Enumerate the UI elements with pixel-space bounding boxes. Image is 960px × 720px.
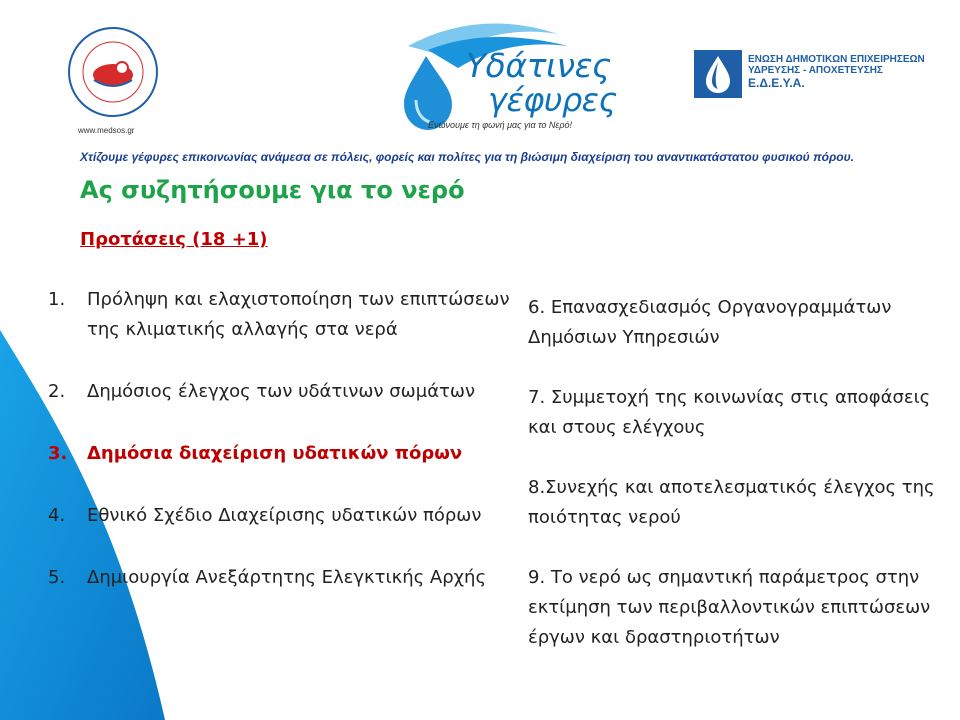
- item-text: Πρόληψη και ελαχιστοποίηση των επιπτώσεων της κλιματικής αλλαγής στα νερά: [87, 289, 510, 340]
- list-item: [40, 501, 510, 531]
- edeya-line-2: ΥΔΡΕΥΣΗΣ - ΑΠΟΧΕΤΕΥΣΗΣ: [748, 65, 883, 76]
- item-number: 3.: [48, 443, 68, 464]
- brand-tagline: Ενώνουμε τη φωνή μας για το Νερό!: [428, 120, 573, 130]
- list-item: [40, 377, 510, 407]
- item-text: Δημιουργία Ανεξάρτητης Ελεγκτικής Αρχής: [87, 567, 487, 588]
- item-text: Δημόσιος έλεγχος των υδάτινων σωμάτων: [87, 381, 476, 402]
- item-number: 2.: [48, 381, 66, 402]
- slide-subtitle: Προτάσεις (18 +1): [80, 229, 268, 250]
- ydatines-gefyres-logo: [388, 16, 617, 141]
- item-text: Δημόσια διαχείριση υδατικών πόρων: [87, 443, 463, 464]
- edeya-line-1: ΕΝΩΣΗ ΔΗΜΟΤΙΚΩΝ ΕΠΙΧΕΙΡΗΣΕΩΝ: [748, 54, 925, 65]
- edeya-drop-icon: [694, 50, 742, 98]
- list-item: 9. Το νερό ως σημαντική παράμετρος στην εκτίμηση των περιβαλλοντικών επιπτώσεων έργων και δραστηριοτήτων: [528, 567, 931, 648]
- proposals-list-right: [528, 293, 948, 653]
- item-number: 4.: [48, 505, 66, 526]
- list-item-highlighted: [40, 439, 510, 469]
- slide-title: Ας συζητήσουμε για το νερό: [80, 176, 465, 204]
- brand-line-1: Υδάτινες: [466, 46, 611, 85]
- list-item: 6. Επανασχεδιασμός Οργανογραμμάτων Δημόσιων Υπηρεσιών: [528, 297, 892, 348]
- brand-line-2: γέφυρες: [488, 81, 617, 119]
- item-text: Εθνικό Σχέδιο Διαχείρισης υδατικών πόρων: [87, 505, 482, 526]
- item-number: 1.: [48, 289, 66, 310]
- list-item: 7. Συμμετοχή της κοινωνίας στις αποφάσεις και στους ελέγχους: [528, 387, 931, 438]
- medsos-url: www.medsos.gr: [78, 126, 135, 135]
- list-item: 8.Συνεχής και αποτελεσματικός έλεγχος της ποιότητας νερού: [528, 477, 935, 528]
- medsos-logo: [58, 20, 178, 148]
- edeya-abbreviation: Ε.Δ.Ε.Υ.Α.: [748, 76, 805, 90]
- list-item: [40, 563, 510, 593]
- motto: Χτίζουμε γέφυρες επικοινωνίας ανάμεσα σε πόλεις, φορείς και πολίτες για τη βιώσιμη διαχείριση του αναντικατάστατου φυσικού πόρου.: [80, 150, 854, 164]
- proposals-list-left: [40, 285, 510, 593]
- edeya-logo: [694, 50, 944, 100]
- item-number: 5.: [48, 567, 66, 588]
- list-item: [40, 285, 510, 345]
